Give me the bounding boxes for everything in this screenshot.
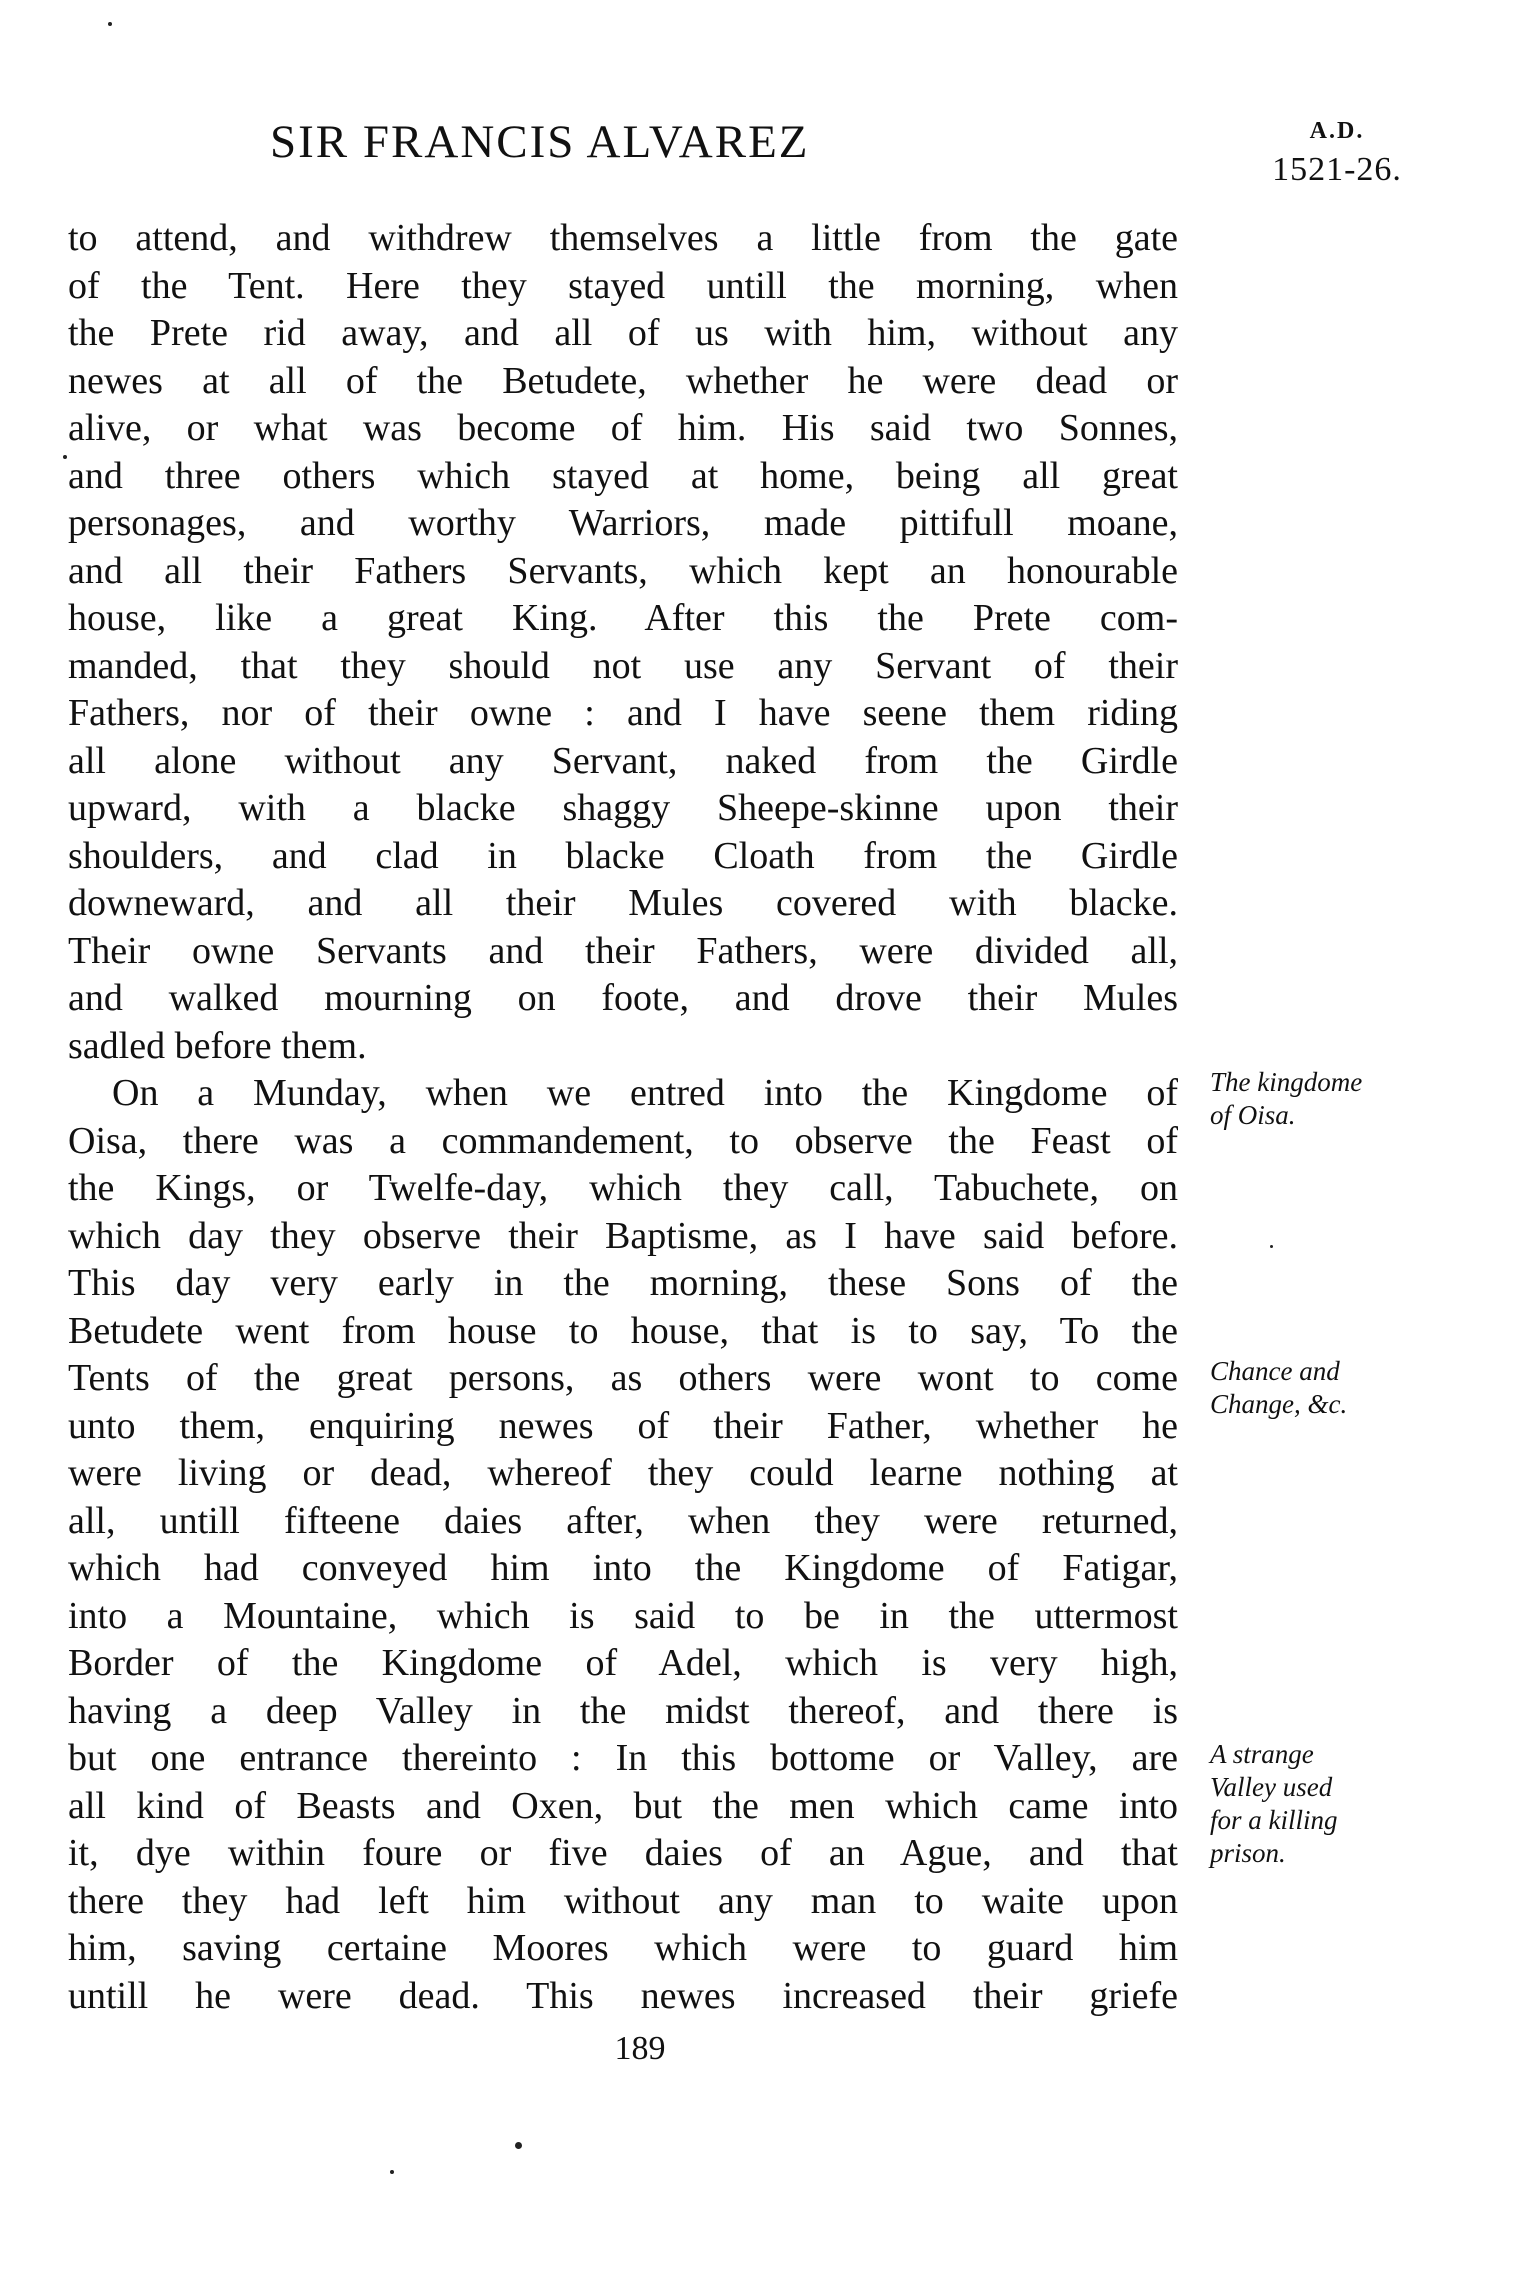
text-line: of the Tent. Here they stayed untill the morning, when [68, 264, 1178, 307]
sidenote-line: The kingdome [1210, 1067, 1363, 1097]
text-line: into a Mountaine, which is said to be in the uttermost [68, 1594, 1178, 1637]
ink-speck [515, 2142, 522, 2149]
text-line: but one entrance thereinto : In this bottome or Valley, are [68, 1737, 1178, 1779]
sidenote-kingdome-of-oisa [1210, 1066, 1440, 1132]
text-line: the Prete rid away, and all of us with him, without any [68, 312, 1178, 354]
text-line: all alone without any Servant, naked from the Girdle [68, 739, 1178, 782]
ad-label: A.D. [1309, 118, 1365, 144]
sidenote-line: A strange [1210, 1739, 1314, 1769]
text-line: all kind of Beasts and Oxen, but the men which came into [68, 1784, 1178, 1827]
text-line: This day very early in the morning, these Sons of the [68, 1262, 1178, 1304]
text-line: Border of the Kingdome of Adel, which is very high, [68, 1642, 1178, 1684]
text-line: house, like a great King. After this the Prete com- [68, 597, 1178, 639]
sidenote-line: for a killing [1210, 1805, 1338, 1835]
text-line: newes at all of the Betudete, whether he were dead or [68, 359, 1178, 402]
running-head: SIR FRANCIS ALVAREZ [270, 116, 810, 168]
text-line: and walked mourning on foote, and drove their Mules [68, 977, 1178, 1019]
text-line: personages, and worthy Warriors, made pittifull moane, [68, 502, 1178, 544]
text-line: unto them, enquiring newes of their Father, whether he [68, 1404, 1178, 1447]
text-line: Their owne Servants and their Fathers, were divided all, [68, 929, 1178, 972]
ink-speck [63, 455, 67, 459]
ink-speck [390, 2170, 394, 2174]
text-line: upward, with a blacke shaggy Sheepe-skinne upon their [68, 787, 1178, 829]
text-line: and three others which stayed at home, being all great [68, 454, 1178, 497]
page-number: 189 [614, 2030, 666, 2067]
text-line: which day they observe their Baptisme, as I have said before. [68, 1214, 1178, 1257]
text-line: the Kings, or Twelfe-day, which they call, Tabuchete, on [68, 1167, 1178, 1209]
text-line: which had conveyed him into the Kingdome of Fatigar, [68, 1547, 1178, 1589]
text-line: untill he were dead. This newes increased their griefe [68, 1974, 1178, 2017]
text-line: were living or dead, whereof they could learne nothing at [68, 1452, 1178, 1494]
text-line: manded, that they should not use any Servant of their [68, 644, 1178, 687]
sidenote-chance-and-change [1210, 1355, 1440, 1421]
text-line: there they had left him without any man to waite upon [68, 1879, 1178, 1922]
text-line: On a Munday, when we entred into the Kingdome of [112, 1072, 1178, 1114]
text-line: sadled before them. [68, 1024, 367, 1067]
sidenote-line: Valley used [1210, 1772, 1333, 1802]
text-line: having a deep Valley in the midst thereof, and there is [68, 1689, 1178, 1732]
text-line: him, saving certaine Moores which were to guard him [68, 1927, 1178, 1969]
ink-speck [108, 22, 112, 26]
text-line: and all their Fathers Servants, which kept an honourable [68, 549, 1178, 592]
year-range: 1521-26. [1272, 151, 1402, 188]
year-label [1262, 118, 1412, 189]
text-line: all, untill fifteene daies after, when they were returned, [68, 1499, 1178, 1542]
text-line: Tents of the great persons, as others were wont to come [68, 1357, 1178, 1399]
body-text [68, 215, 1178, 2020]
sidenote-line: Chance and [1210, 1356, 1340, 1386]
text-line: Oisa, there was a commandement, to observe the Feast of [68, 1119, 1178, 1162]
text-line: alive, or what was become of him. His said two Sonnes, [68, 407, 1178, 449]
sidenote-line: of Oisa. [1210, 1100, 1296, 1130]
text-line: it, dye within foure or five daies of an Ague, and that [68, 1832, 1178, 1874]
ink-speck [1270, 1245, 1273, 1248]
text-line: Betudete went from house to house, that is to say, To the [68, 1309, 1178, 1352]
text-line: shoulders, and clad in blacke Cloath from the Girdle [68, 834, 1178, 877]
text-line: to attend, and withdrew themselves a little from the gate [68, 217, 1178, 259]
sidenote-line: Change, &c. [1210, 1389, 1348, 1419]
sidenote-line: prison. [1210, 1838, 1286, 1868]
text-line: downeward, and all their Mules covered with blacke. [68, 882, 1178, 924]
text-line: Fathers, nor of their owne : and I have seene them riding [68, 692, 1178, 734]
sidenote-strange-valley [1210, 1738, 1440, 1870]
